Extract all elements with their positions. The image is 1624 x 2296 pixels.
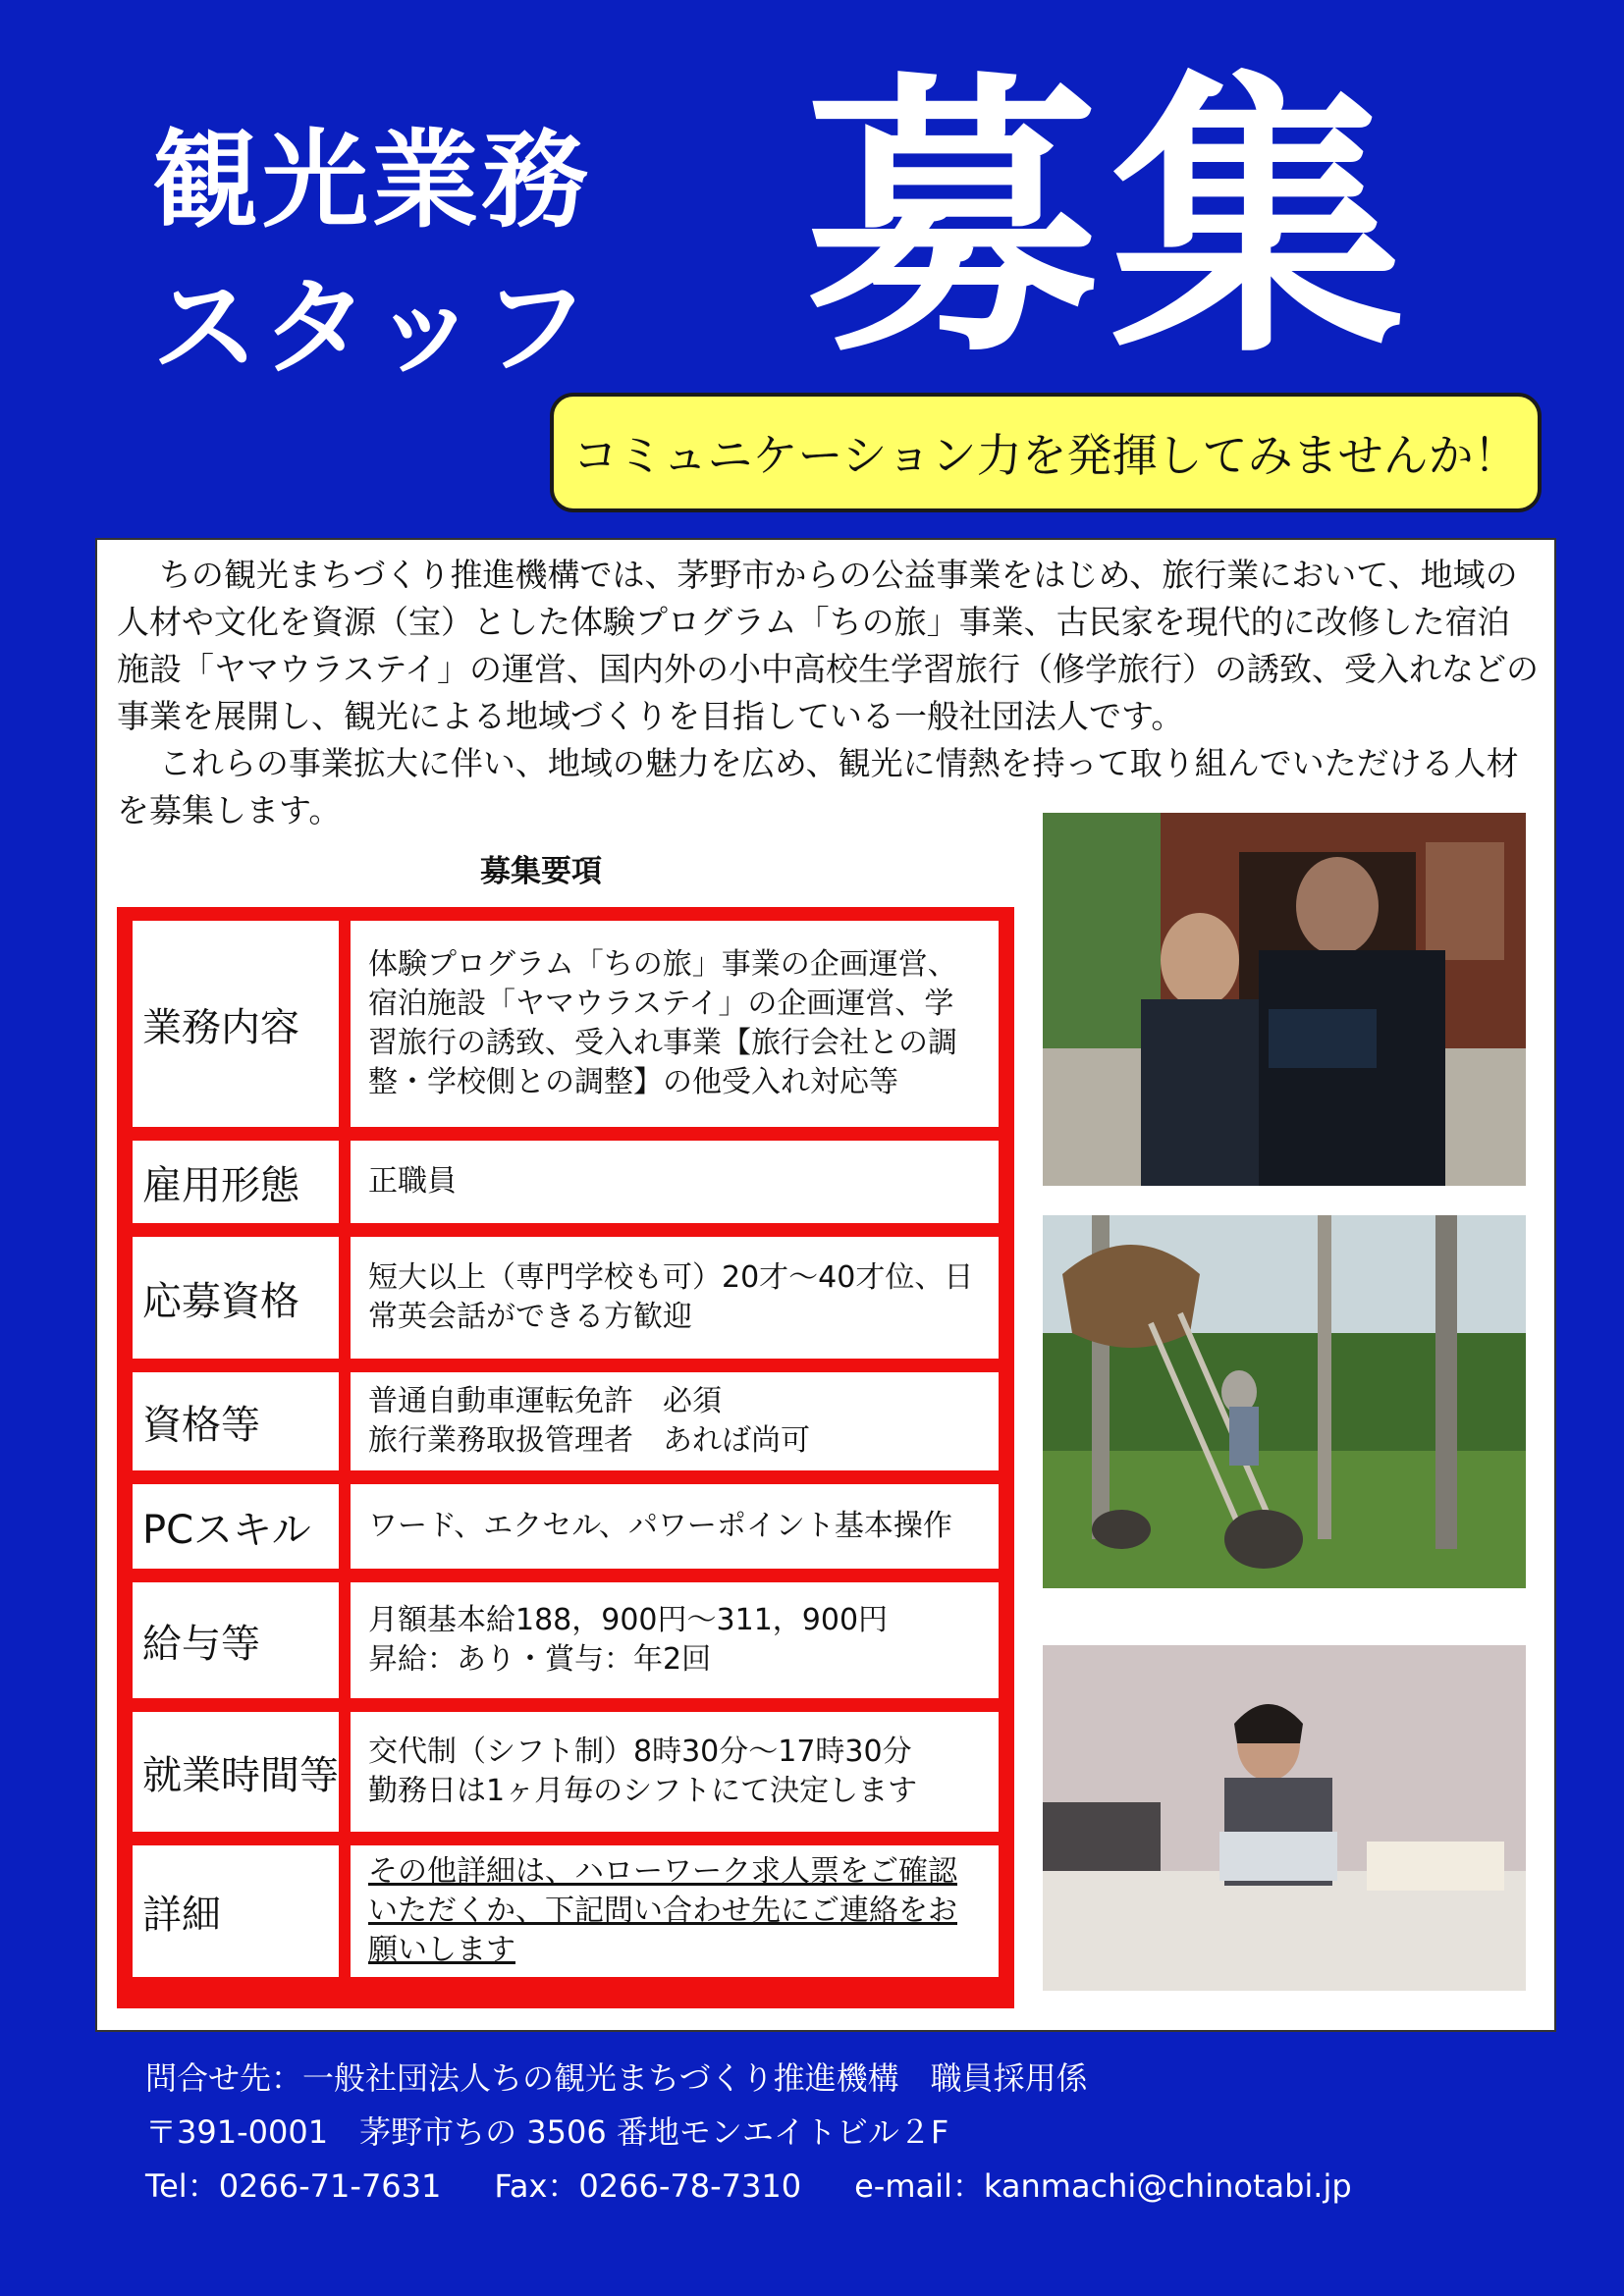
row-details bbox=[133, 1845, 999, 1977]
row-licenses bbox=[133, 1372, 999, 1470]
photo-seminar-speaker-image bbox=[1043, 1645, 1526, 1991]
heading-line2: スタッフ bbox=[152, 267, 593, 390]
footer-contact-line: 問合せ先：一般社団法人ちの観光まちづくり推進機構 職員採用係 bbox=[145, 2059, 1088, 2097]
footer-fax: Fax：0266-78-7310 bbox=[494, 2167, 802, 2205]
row-value bbox=[351, 1845, 999, 1977]
footer-email[interactable]: e-mail：kanmachi@chinotabi.jp bbox=[854, 2167, 1352, 2205]
row-job-description bbox=[133, 921, 999, 1127]
row-label: 詳細 bbox=[133, 1845, 339, 1977]
row-label: 雇用形態 bbox=[133, 1141, 339, 1223]
row-value: ワード、エクセル、パワーポイント基本操作 bbox=[351, 1484, 999, 1569]
requirements-table bbox=[117, 907, 1014, 2008]
footer-tel: Tel：0266-71-7631 bbox=[145, 2167, 442, 2205]
row-label: 給与等 bbox=[133, 1582, 339, 1698]
row-qualifications bbox=[133, 1237, 999, 1359]
row-value: 短大以上（専門学校も可）20才～40才位、日常英会話ができる方歓迎 bbox=[351, 1237, 999, 1359]
photo-seminar-speaker bbox=[1043, 1645, 1526, 1991]
photo-staff-meeting bbox=[1043, 813, 1526, 1186]
tagline-text: コミュニケーション力を発揮してみませんか！ bbox=[572, 429, 1519, 482]
row-label: 応募資格 bbox=[133, 1237, 339, 1359]
heading-title bbox=[152, 108, 592, 402]
intro-paragraph-2: これらの事業拡大に伴い、地域の魅力を広め、観光に情熱を持って取り組んでいただける人材を募集します。 bbox=[117, 744, 1519, 829]
row-value: 正職員 bbox=[351, 1141, 999, 1223]
row-label: 資格等 bbox=[133, 1372, 339, 1470]
heading-line1: 観光業務 bbox=[152, 120, 593, 242]
row-value: 体験プログラム「ちの旅」事業の企画運営、宿泊施設「ヤマウラステイ」の企画運営、学習旅行の誘致、受入れ事業【旅行会社との調整・学校側との調整】の他受入れ対応等 bbox=[351, 921, 999, 1127]
row-pc-skills bbox=[133, 1484, 999, 1569]
photo-tree-house bbox=[1043, 1215, 1526, 1588]
row-working-hours bbox=[133, 1712, 999, 1832]
row-value: 普通自動車運転免許 必須 旅行業務取扱管理者 あれば尚可 bbox=[351, 1372, 999, 1470]
row-label: 就業時間等 bbox=[133, 1712, 339, 1832]
row-salary bbox=[133, 1582, 999, 1698]
heading-recruit: 募集 bbox=[805, 49, 1414, 392]
content-panel bbox=[95, 538, 1556, 2032]
photo-tree-house-image bbox=[1043, 1215, 1526, 1588]
row-label: PCスキル bbox=[133, 1484, 339, 1569]
details-link-text: その他詳細は、ハローワーク求人票をご確認いただくか、下記問い合わせ先にご連絡をお願いします bbox=[368, 1854, 957, 1967]
requirements-title: 募集要項 bbox=[480, 854, 602, 889]
footer-address-line: 〒391-0001 茅野市ちの 3506 番地モンエイトビル２F bbox=[145, 2113, 949, 2151]
row-employment-type bbox=[133, 1141, 999, 1223]
row-value: 月額基本給188，900円～311，900円 昇給：あり・賞与：年2回 bbox=[351, 1582, 999, 1698]
footer-contact bbox=[145, 2052, 1352, 2214]
row-label: 業務内容 bbox=[133, 921, 339, 1127]
row-value: 交代制（シフト制）8時30分～17時30分 勤務日は1ヶ月毎のシフトにて決定します bbox=[351, 1712, 999, 1832]
intro-paragraph-1: ちの観光まちづくり推進機構では、茅野市からの公益事業をはじめ、旅行業において、地域の人材や文化を資源（宝）とした体験プログラム「ちの旅」事業、古民家を現代的に改修した宿泊施設「ヤマウラステイ」の運営、国内外の小中高校生学習旅行（修学旅行）の誘致、受入れなどの事業を展開し、観光による地域づくりを目指している一般社団法人です。 bbox=[117, 556, 1540, 735]
tagline-banner bbox=[550, 393, 1542, 512]
photo-staff-meeting-image bbox=[1043, 813, 1526, 1186]
intro-text bbox=[117, 552, 1541, 834]
footer-phone-line bbox=[145, 2160, 1352, 2214]
